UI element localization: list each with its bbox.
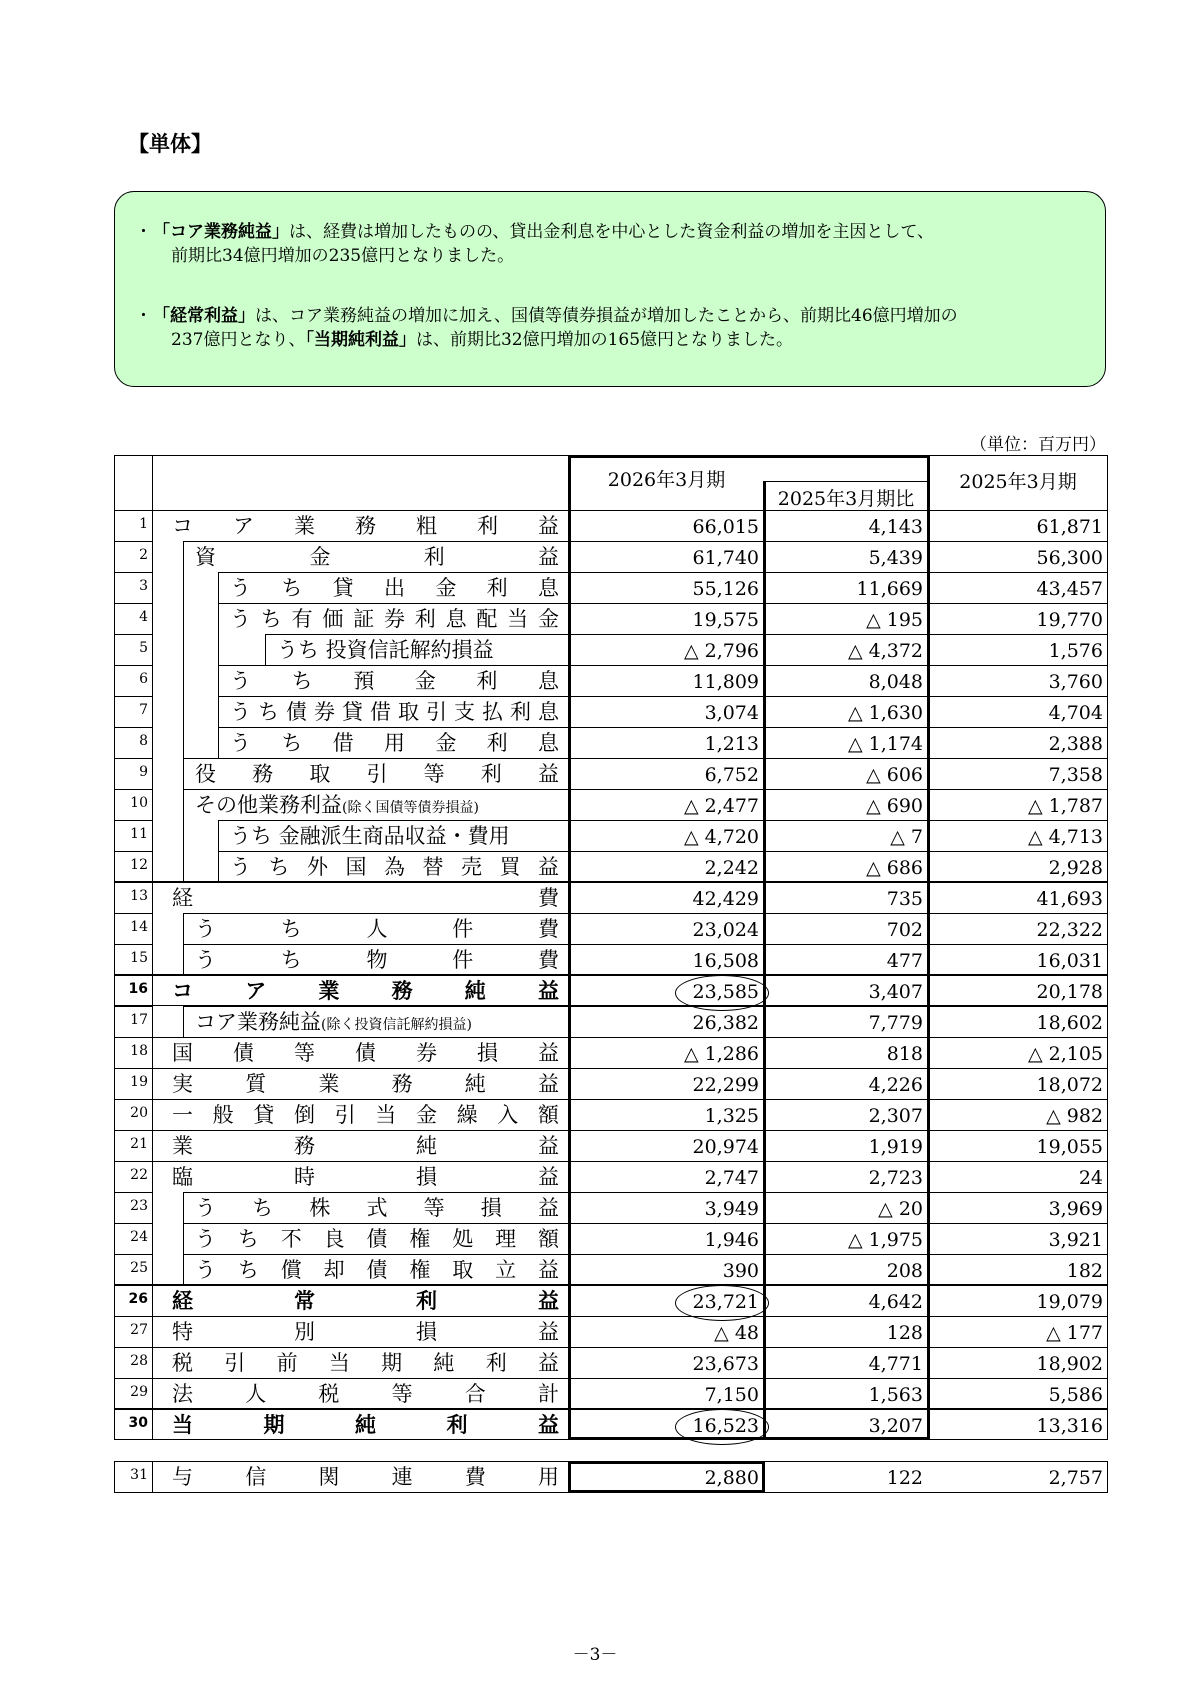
row-number: 15 — [130, 950, 148, 966]
summary-bullet-2 — [135, 304, 958, 352]
group-bracket — [265, 634, 266, 665]
value-cell: 5,586 — [1048, 1384, 1103, 1406]
highlight-circle: 23,585 — [692, 981, 759, 1003]
row-line — [114, 1254, 152, 1255]
row-number: 17 — [130, 1012, 148, 1028]
value-cell: 24 — [1078, 1167, 1103, 1189]
value-cell: 16,031 — [1036, 950, 1103, 972]
value-cell: 3,949 — [704, 1198, 759, 1220]
row-line — [265, 634, 1108, 635]
row-label: 与 信 関 連 費 用 — [172, 1465, 559, 1489]
value-cell: 42,429 — [692, 888, 759, 910]
row-line — [114, 1161, 1108, 1162]
value-cell: 818 — [886, 1043, 923, 1065]
row-line — [218, 820, 1108, 821]
value-cell: △ 690 — [866, 795, 923, 817]
value-cell: 26,382 — [692, 1012, 759, 1034]
summary-text: は、経費は増加したものの、貸出金利息を中心とした資金利益の増加を主因として、 — [289, 222, 934, 242]
row-line — [114, 634, 152, 635]
row-label: コア業務純益(除く投資信託解約損益) — [195, 1010, 472, 1034]
header-diff: 2025年3月期比 — [777, 488, 915, 510]
row-number: 8 — [139, 733, 148, 749]
value-cell: 61,740 — [692, 547, 759, 569]
value-cell: 702 — [886, 919, 923, 941]
row-number: 3 — [139, 578, 148, 594]
row-line — [114, 789, 152, 790]
value-cell: △ 686 — [866, 857, 923, 879]
value-cell: △ 606 — [866, 764, 923, 786]
value-cell: △ 1,975 — [847, 1229, 923, 1251]
row-label: 法 人 税 等 合 計 — [172, 1382, 559, 1406]
row-number: 22 — [130, 1167, 148, 1183]
row-label: う ち 貸 出 金 利 息 — [230, 576, 559, 600]
group-bracket — [218, 820, 219, 882]
summary-line — [135, 244, 934, 268]
value-cell: 2,307 — [868, 1105, 923, 1127]
group-bracket — [183, 1192, 184, 1285]
group-bracket — [183, 541, 184, 882]
value-cell: 18,602 — [1036, 1012, 1103, 1034]
summary-keyword: 「経常利益」 — [153, 306, 255, 326]
row-line-bold — [114, 974, 1108, 976]
row-number: 19 — [130, 1074, 148, 1090]
row-number: 2 — [139, 547, 148, 563]
value-cell: 13,316 — [1036, 1415, 1103, 1437]
row-label: 当 期 純 利 益 — [172, 1413, 559, 1437]
row-label: コ ア 業 務 粗 利 益 — [172, 514, 559, 538]
value-cell: △ 177 — [1046, 1322, 1103, 1344]
row-line — [114, 696, 152, 697]
page-number: －3－ — [572, 1645, 618, 1665]
value-cell: 3,407 — [868, 981, 923, 1003]
value-cell: 4,226 — [868, 1074, 923, 1096]
row-label: う ち 株 式 等 損 益 — [195, 1196, 559, 1220]
header-divider — [764, 481, 928, 482]
header-2025: 2025年3月期 — [959, 471, 1077, 493]
value-cell: 1,946 — [704, 1229, 759, 1251]
summary-line — [135, 328, 958, 352]
value-cell: 56,300 — [1036, 547, 1103, 569]
row-label: う ち 債 券 貸 借 取 引 支 払 利 息 — [230, 700, 559, 724]
value-cell: 182 — [1066, 1260, 1103, 1282]
row-label: 役 務 取 引 等 利 益 — [195, 762, 559, 786]
value-cell: 2,880 — [704, 1467, 759, 1489]
value-cell: △ 4,372 — [847, 640, 923, 662]
row-label: う ち 人 件 費 — [195, 917, 559, 941]
row-line — [114, 820, 152, 821]
row-number: 11 — [130, 826, 148, 842]
value-cell: △ 1,787 — [1027, 795, 1103, 817]
row-line — [218, 851, 1108, 852]
row-line-bold — [114, 881, 1108, 882]
unit-label: （単位：百万円） — [970, 435, 1106, 455]
group-bracket — [183, 913, 184, 975]
row-line — [114, 1316, 1108, 1317]
row-number: 1 — [139, 516, 148, 532]
row-line — [183, 1192, 1108, 1193]
value-cell — [569, 979, 759, 1005]
row-line — [183, 1254, 1108, 1255]
value-cell: 18,072 — [1036, 1074, 1103, 1096]
row-number: 7 — [139, 702, 148, 718]
row-line — [218, 603, 1108, 604]
value-cell: 43,457 — [1036, 578, 1103, 600]
row-label: コ ア 業 務 純 益 — [172, 979, 559, 1003]
row-line — [183, 789, 1108, 790]
row-line — [183, 1006, 1108, 1007]
row-label: う ち 借 用 金 利 息 — [230, 731, 559, 755]
value-cell: 390 — [722, 1260, 759, 1282]
value-cell: △ 195 — [866, 609, 923, 631]
value-cell: 122 — [886, 1467, 923, 1489]
row-line — [114, 1068, 1108, 1069]
value-cell: 1,576 — [1048, 640, 1103, 662]
row-label: う ち 不 良 債 権 処 理 額 — [195, 1227, 559, 1251]
value-cell: 19,055 — [1036, 1136, 1103, 1158]
row-label: 経 費 — [172, 886, 559, 910]
value-cell: 2,747 — [704, 1167, 759, 1189]
value-cell: 5,439 — [868, 547, 923, 569]
value-cell: 11,809 — [692, 671, 759, 693]
value-cell: 66,015 — [692, 516, 759, 538]
row-label: う ち 償 却 債 権 取 立 益 — [195, 1258, 559, 1282]
row-number: 26 — [128, 1291, 148, 1307]
group-bracket — [183, 1006, 184, 1037]
row-line — [114, 1130, 1108, 1131]
row-number: 5 — [139, 640, 148, 656]
row-number: 13 — [130, 888, 148, 904]
row-number: 23 — [130, 1198, 148, 1214]
row-line — [114, 1099, 1108, 1100]
value-cell: 18,902 — [1036, 1353, 1103, 1375]
row-line — [114, 665, 152, 666]
value-cell: 20,974 — [692, 1136, 759, 1158]
value-cell: 8,048 — [868, 671, 923, 693]
value-cell: 477 — [886, 950, 923, 972]
row-number: 29 — [130, 1384, 148, 1400]
row-line — [114, 758, 152, 759]
summary-text: 前期比34億円増加の235億円となりました。 — [171, 246, 515, 266]
value-cell: △ 1,286 — [683, 1043, 759, 1065]
value-cell: △ 2,105 — [1027, 1043, 1103, 1065]
value-cell: △ 4,713 — [1027, 826, 1103, 848]
value-cell: 3,207 — [868, 1415, 923, 1437]
row-number: 25 — [130, 1260, 148, 1276]
col-divider — [152, 1461, 153, 1492]
value-cell: 6,752 — [704, 764, 759, 786]
row-number: 14 — [130, 919, 148, 935]
value-cell: 23,024 — [692, 919, 759, 941]
row-number: 10 — [130, 795, 148, 811]
row-line — [183, 1223, 1108, 1224]
row-number: 21 — [130, 1136, 148, 1152]
value-cell: 3,760 — [1048, 671, 1103, 693]
row-line — [183, 944, 1108, 945]
value-cell: 22,322 — [1036, 919, 1103, 941]
highlight-circle: 23,721 — [692, 1291, 759, 1313]
value-cell: △ 20 — [878, 1198, 923, 1220]
value-cell: 2,928 — [1048, 857, 1103, 879]
value-cell: 2,388 — [1048, 733, 1103, 755]
value-cell: 2,723 — [868, 1167, 923, 1189]
row-line — [218, 572, 1108, 573]
value-cell: 11,669 — [856, 578, 923, 600]
row-line — [114, 1378, 1108, 1379]
value-cell: 16,508 — [692, 950, 759, 972]
row-line — [114, 1192, 152, 1193]
value-cell: 22,299 — [692, 1074, 759, 1096]
row-number: 30 — [128, 1415, 148, 1431]
row-line — [114, 1223, 152, 1224]
row-line-bold — [114, 1284, 1108, 1286]
row-number: 28 — [130, 1353, 148, 1369]
value-cell: 2,757 — [1048, 1467, 1103, 1489]
value-cell: △ 1,630 — [847, 702, 923, 724]
row-number: 27 — [130, 1322, 148, 1338]
value-cell: 4,642 — [868, 1291, 923, 1313]
row-line — [114, 572, 152, 573]
row-label: 税 引 前 当 期 純 利 益 — [172, 1351, 559, 1375]
value-cell: 208 — [886, 1260, 923, 1282]
row-line — [114, 944, 152, 945]
header-2026: 2026年3月期 — [607, 469, 726, 491]
row-line — [114, 882, 1108, 883]
value-cell — [569, 1289, 759, 1315]
row-label: うち 金融派生商品収益・費用 — [230, 824, 510, 848]
row-line — [183, 913, 1108, 914]
row-label: 実 質 業 務 純 益 — [172, 1072, 559, 1096]
section-title: 【単体】 — [128, 132, 212, 156]
row-number: 9 — [139, 764, 148, 780]
row-label: 特 別 損 益 — [172, 1320, 559, 1344]
row-line — [114, 851, 152, 852]
summary-text: は、前期比32億円増加の165億円となりました。 — [415, 330, 794, 350]
row-line — [218, 727, 1108, 728]
row-number: 12 — [130, 857, 148, 873]
row-label: 国 債 等 債 券 損 益 — [172, 1041, 559, 1065]
row-label: 一 般 貸 倒 引 当 金 繰 入 額 — [172, 1103, 559, 1127]
row-line — [114, 913, 152, 914]
value-cell: △ 4,720 — [683, 826, 759, 848]
row-line — [114, 727, 152, 728]
value-cell: △ 1,174 — [847, 733, 923, 755]
header-bottom — [114, 510, 1108, 511]
row-line — [114, 603, 152, 604]
row-label: 資 金 利 益 — [195, 545, 559, 569]
row-line — [114, 1347, 1108, 1348]
value-cell: 3,074 — [704, 702, 759, 724]
row-number: 24 — [130, 1229, 148, 1245]
summary-line — [135, 304, 958, 328]
summary-text: は、コア業務純益の増加に加え、国債等債券損益が増加したことから、前期比46億円増加の — [255, 306, 958, 326]
value-cell: 4,771 — [868, 1353, 923, 1375]
value-cell: △ 7 — [890, 826, 923, 848]
value-cell: 23,673 — [692, 1353, 759, 1375]
value-cell: 735 — [886, 888, 923, 910]
summary-text: 237億円となり、 — [171, 330, 306, 350]
value-cell: 19,575 — [692, 609, 759, 631]
value-cell: 1,325 — [704, 1105, 759, 1127]
row-label: 臨 時 損 益 — [172, 1165, 559, 1189]
value-cell: 128 — [886, 1322, 923, 1344]
row-label: う ち 有 価 証 券 利 息 配 当 金 — [230, 607, 559, 631]
row-number: 31 — [130, 1467, 148, 1483]
value-cell: 3,921 — [1048, 1229, 1103, 1251]
row-number: 4 — [139, 609, 148, 625]
value-cell: △ 2,796 — [683, 640, 759, 662]
value-cell: 19,770 — [1036, 609, 1103, 631]
value-cell: 4,143 — [868, 516, 923, 538]
row-line-bold — [114, 1408, 1108, 1410]
value-cell: 1,919 — [868, 1136, 923, 1158]
row-number: 16 — [128, 981, 148, 997]
value-cell: 61,871 — [1036, 516, 1103, 538]
col-divider — [152, 455, 153, 1440]
summary-keyword: 「コア業務純益」 — [153, 222, 289, 242]
row-label: うち 投資信託解約損益 — [277, 638, 494, 662]
value-cell: 3,969 — [1048, 1198, 1103, 1220]
summary-line — [135, 220, 934, 244]
summary-bullet-1 — [135, 220, 934, 268]
value-cell — [569, 1413, 759, 1439]
value-cell: 1,563 — [868, 1384, 923, 1406]
row-number: 6 — [139, 671, 148, 687]
row-label: う ち 外 国 為 替 売 買 益 — [230, 855, 559, 879]
value-cell: △ 982 — [1046, 1105, 1103, 1127]
value-cell: 7,358 — [1048, 764, 1103, 786]
row-line-bold — [114, 1005, 1108, 1006]
row-line — [114, 1461, 1108, 1462]
row-number: 18 — [130, 1043, 148, 1059]
value-cell: 1,213 — [704, 733, 759, 755]
row-label: 経 常 利 益 — [172, 1289, 559, 1313]
value-cell: 20,178 — [1036, 981, 1103, 1003]
row-number: 20 — [130, 1105, 148, 1121]
summary-keyword: 「当期純利益」 — [305, 330, 416, 350]
bullet-dot: ・ — [135, 306, 152, 326]
value-cell: 41,693 — [1036, 888, 1103, 910]
summary-box — [114, 191, 1106, 387]
highlight-circle: 16,523 — [692, 1415, 759, 1437]
row-label: 業 務 純 益 — [172, 1134, 559, 1158]
row-label: その他業務利益(除く国債等債券損益) — [195, 793, 479, 817]
row-line — [183, 541, 1108, 542]
value-cell: 7,150 — [704, 1384, 759, 1406]
value-cell: 55,126 — [692, 578, 759, 600]
value-cell: 2,242 — [704, 857, 759, 879]
value-cell: △ 48 — [714, 1322, 759, 1344]
row-line — [218, 696, 1108, 697]
row-line — [114, 1037, 1108, 1038]
bullet-dot: ・ — [135, 222, 152, 242]
value-cell: 19,079 — [1036, 1291, 1103, 1313]
row-line — [218, 665, 1108, 666]
value-cell: 4,704 — [1048, 702, 1103, 724]
value-cell: 7,779 — [868, 1012, 923, 1034]
row-label: う ち 物 件 費 — [195, 948, 559, 972]
row-line — [183, 758, 1108, 759]
value-cell: △ 2,477 — [683, 795, 759, 817]
row-line — [114, 1006, 152, 1007]
row-label: う ち 預 金 利 息 — [230, 669, 559, 693]
row-line — [114, 541, 152, 542]
group-bracket — [218, 572, 219, 758]
